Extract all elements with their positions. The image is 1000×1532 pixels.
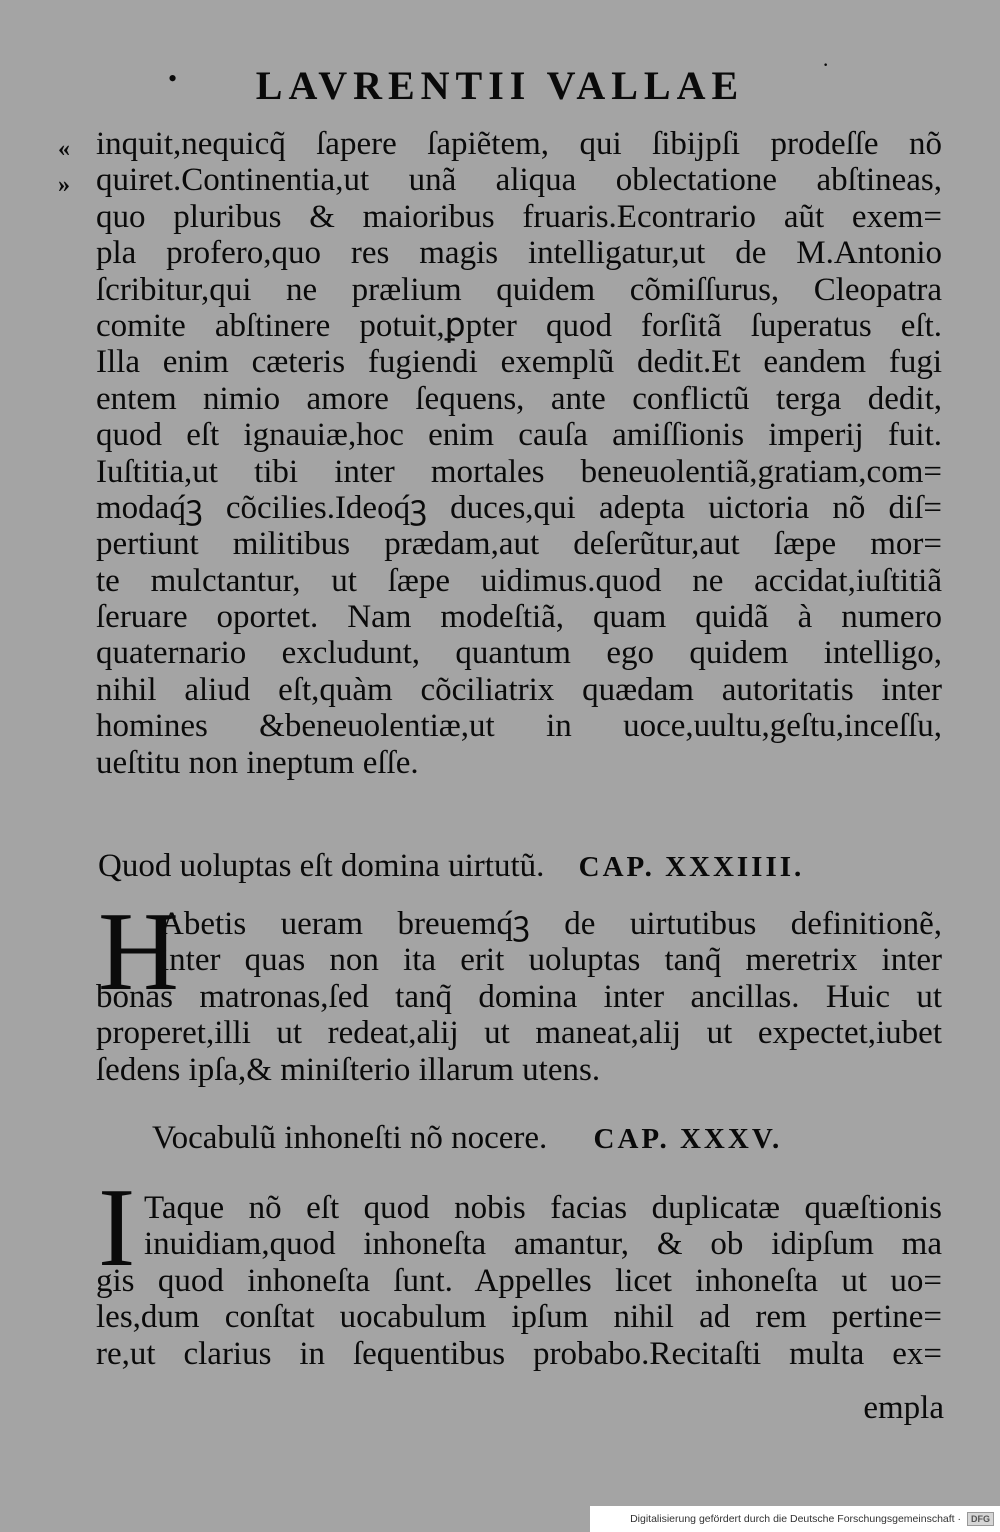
digitization-footer — [590, 1506, 1000, 1532]
chapter-title: Quod uoluptas eſt domina uirtutũ. — [98, 848, 545, 884]
text-line: inquit,nequicq̃ ſapere ſapiẽtem, qui ſibijpſi prodeſſe nõ — [96, 126, 942, 162]
text-line: inter quas non ita erit uoluptas tanq̃ meretrix inter — [160, 942, 942, 979]
text-line: ſeruare oportet. Nam modeſtiã, quam quidã à numero — [96, 599, 942, 636]
text-line: Illa enim cæteris fugiendi exemplũ dedit.Et eandem fugi — [96, 344, 942, 381]
text-line: Iuſtitia,ut tibi inter mortales beneuolentiã,gratiam,com= — [96, 453, 942, 490]
text-line: te mulctantur, ut ſæpe uidimus.quod ne accidat,iuſtitiã — [96, 562, 942, 599]
chapter-heading — [152, 1120, 782, 1157]
text-line: les,dum conſtat uocabulum ipſum nihil ad rem pertine= — [96, 1299, 942, 1336]
paragraph-body — [96, 126, 942, 781]
chapter-number: CAP. XXXIIII. — [578, 851, 805, 883]
dfg-logo: DFG — [967, 1512, 994, 1526]
margin-mark-open: « — [58, 136, 70, 162]
text-line: gis quod inhoneſta ſunt. Appelles licet inhoneſta ut uo= — [96, 1263, 942, 1299]
chapter-body — [160, 906, 942, 979]
text-line: entem nimio amore ſequens, ante conflictũ terga dedit, — [96, 380, 942, 417]
text-line: Taque nõ eſt quod nobis facias duplicatæ quæſtionis — [144, 1190, 942, 1226]
ornament-mark: • — [168, 64, 178, 93]
chapter-body — [96, 1263, 942, 1372]
chapter-heading — [98, 848, 804, 885]
text-line: Abetis ueram breuemq́ꝫ de uirtutibus definitionẽ, — [160, 906, 942, 942]
text-line: quod eſt ignauiæ,hoc enim cauſa amiſſionis imperij fuit. — [96, 417, 942, 454]
drop-cap-initial: I — [98, 1166, 136, 1290]
text-line: re,ut clarius in ſequentibus probabo.Recitaſti multa ex= — [96, 1335, 942, 1372]
text-line: ſedens ipſa,& miniſterio illarum utens. — [96, 1051, 601, 1088]
text-line: comite abſtinere potuit,ꝑpter quod forſitã ſuperatus eſt. — [96, 307, 942, 344]
text-line: ueſtitu non ineptum eſſe. — [96, 744, 419, 781]
text-line: bonas matronas,ſed tanq̃ domina inter ancillas. Huic ut — [96, 979, 942, 1015]
text-line: nihil aliud eſt,quàm cõciliatrix quædam autoritatis inter — [96, 671, 942, 708]
text-line: quaternario excludunt, quantum ego quidem intelligo, — [96, 635, 942, 672]
chapter-body — [144, 1190, 942, 1263]
text-line: quo pluribus & maioribus fruaris.Econtrario aũt exem= — [96, 198, 942, 235]
chapter-title: Vocabulũ inhoneſti nõ nocere. — [152, 1120, 548, 1156]
margin-mark-close: » — [58, 172, 70, 198]
text-line: pla profero,quo res magis intelligatur,ut de M.Antonio — [96, 235, 942, 272]
ornament-mark: · — [822, 52, 830, 77]
chapter-number: CAP. XXXV. — [593, 1123, 783, 1155]
text-line: inuidiam,quod inhoneſta amantur, & ob idipſum ma — [144, 1226, 942, 1263]
text-line: ſcribitur,qui ne prælium quidem cõmiſſurus, Cleopatra — [96, 271, 942, 308]
running-head: LAVRENTII VALLAE — [255, 63, 745, 108]
drop-cap-initial: H — [98, 890, 179, 1014]
catchword: empla — [863, 1390, 944, 1426]
footer-text: Digitalisierung gefördert durch die Deutsche Forschungsgemeinschaft · — [630, 1513, 961, 1525]
text-line: quiret.Continentia,ut unã aliqua oblectatione abſtineas, — [96, 162, 942, 199]
text-line: homines &beneuolentiæ,ut in uoce,uultu,geſtu,inceſſu, — [96, 708, 942, 745]
chapter-body — [96, 979, 942, 1088]
text-line: pertiunt militibus prædam,aut deſerũtur,aut ſæpe mor= — [96, 526, 942, 563]
text-line: properet,illi ut redeat,alij ut maneat,alij ut expectet,iubet — [96, 1015, 942, 1052]
text-line: modaq́ꝫ cõcilies.Ideoq́ꝫ duces,qui adepta uictoria nõ diſ= — [96, 489, 942, 526]
